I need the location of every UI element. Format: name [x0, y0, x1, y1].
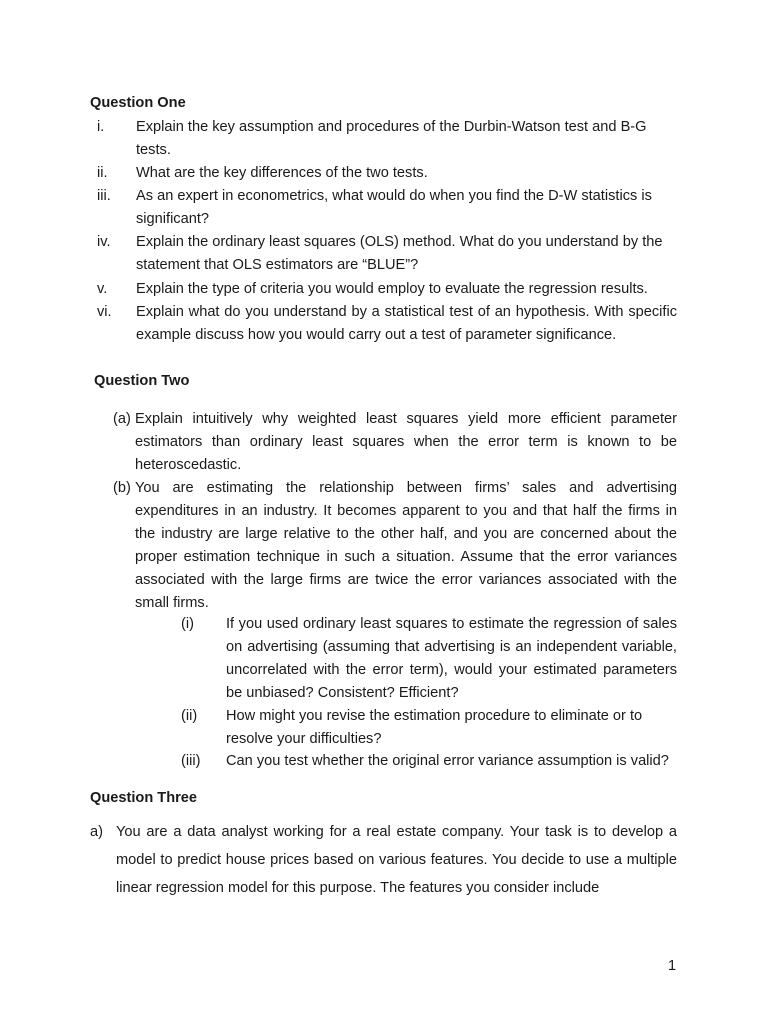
item-number: iv.: [97, 234, 111, 250]
item-text: Explain the key assumption and procedures of the Durbin-Watson test and B-G tests.: [136, 119, 647, 158]
item-text: Explain the type of criteria you would employ to evaluate the regression results.: [136, 281, 648, 297]
part-text: You are estimating the relationship between firms’ sales and advertising expenditures in an industry. It becomes apparent to you and that half the firms in the industry are large relative to the other half, and you are concerned about the proper estimation technique in such a situation. Assume that the error variances associated with the large firms are twice the error variances associated with the small firms.: [135, 480, 677, 611]
item-number: vi.: [97, 304, 112, 320]
item-number: ii.: [97, 165, 108, 181]
item-number: i.: [97, 119, 105, 135]
item-number: iii.: [97, 188, 111, 204]
question-three-heading: Question Three: [90, 790, 198, 806]
item-text: What are the key differences of the two tests.: [136, 165, 428, 181]
part-label: a): [90, 824, 103, 840]
part-label: (a): [113, 411, 131, 427]
question-one-heading: Question One: [90, 95, 186, 111]
item-text: Explain the ordinary least squares (OLS) method. What do you understand by the statement that OLS estimators are “BLUE”?: [136, 234, 663, 273]
item-text: As an expert in econometrics, what would do when you find the D-W statistics is significant?: [136, 188, 652, 227]
part-text: You are a data analyst working for a real estate company. Your task is to develop a model to predict house prices based on various features. You decide to use a multiple linear regression model for this purpose. The features you consider include: [116, 824, 677, 896]
item-text: How might you revise the estimation procedure to eliminate or to resolve your difficulties?: [226, 708, 643, 747]
item-number: (iii): [181, 753, 201, 769]
item-number: (i): [181, 616, 194, 632]
item-number: (ii): [181, 708, 198, 724]
item-text: If you used ordinary least squares to estimate the regression of sales on advertising (assuming that advertising is an independent variable, uncorrelated with the error term), would your estimated parameters be unbiased? Consistent? Efficient?: [226, 616, 677, 701]
item-text: Explain what do you understand by a statistical test of an hypothesis. With specific example discuss how you would carry out a test of parameter significance.: [136, 304, 677, 343]
item-text: Can you test whether the original error variance assumption is valid?: [226, 753, 669, 769]
question-two-heading: Question Two: [94, 373, 190, 389]
page-number: 1: [668, 958, 677, 974]
item-number: v.: [97, 281, 108, 297]
part-text: Explain intuitively why weighted least squares yield more efficient parameter estimators than ordinary least squares when the error term is known to be heteroscedastic.: [135, 411, 677, 473]
part-label: (b): [113, 480, 131, 496]
